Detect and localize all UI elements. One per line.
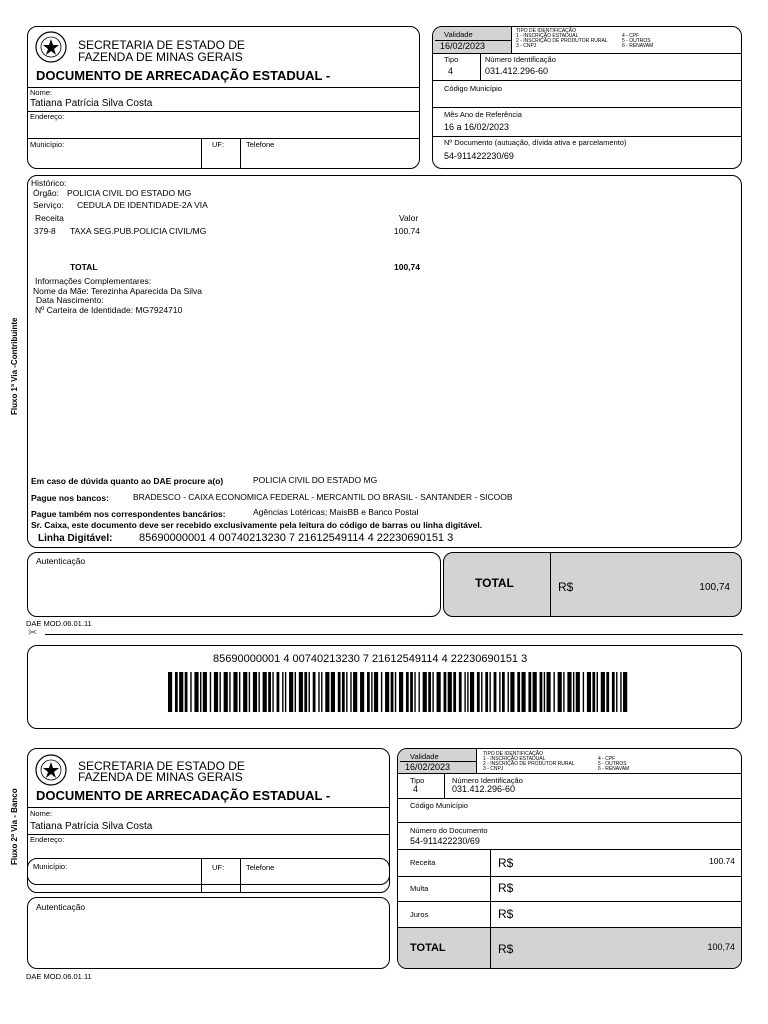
tipo-ident-title: TIPO DE IDENTIFICAÇÃO [516,28,577,34]
barcode-bar [528,672,531,712]
uf-label-2: UF: [212,863,225,872]
barcode-bar [448,672,452,712]
barcode-bar [304,672,307,712]
barcode-bar [325,672,329,712]
barcode-bar [338,672,341,712]
barcode-bar [464,672,465,712]
barcode-bar [592,672,595,712]
barcode-bar [499,672,500,712]
barcode-bar [175,672,178,712]
via2-label: Fluxo 2ª Via - Banco [10,788,19,865]
nome-value: Tatiana Patrícia Silva Costa [30,98,153,109]
barcode-bar [381,672,382,712]
barcode-bar [494,672,497,712]
receita-valor-2: 100.74 [709,856,735,866]
autenticacao-label: Autenticação [36,556,86,566]
barcode-bar [272,672,273,712]
total-label-2: TOTAL [410,942,446,954]
barcode-bar [583,672,584,712]
barcode-bar [295,672,296,712]
barcode-bar [459,672,462,712]
barcode-bar [563,672,564,712]
telefone-label: Telefone [246,140,275,149]
n-documento-label: Nº Documento (autuação, dívida ativa e parcelamento) [444,138,627,147]
total-rs-label-2: R$ [498,942,514,956]
bancos-label: Pague nos bancos: [31,493,109,503]
state-seal-icon [35,754,67,786]
total-label: TOTAL [70,262,98,272]
footer-2: DAE MOD.06.01.11 [26,972,92,981]
total-rs-label: R$ [558,580,574,594]
validade-label: Validade [444,30,473,39]
servico-label: Serviço: [33,200,64,210]
doc-title-2: DOCUMENTO DE ARRECADAÇÃO ESTADUAL - [36,788,331,803]
tipo-ident-col1: 1 - INSCRIÇÃO ESTADUAL 2 - INSCRIÇÃO DE PRODUTOR RURAL 3 - CNPJ [516,33,608,49]
barcode-bar [485,672,488,712]
barcode-bar [410,672,413,712]
total-valor: 100,74 [394,262,420,272]
barcode-bar [258,672,259,712]
tipo-ident-col1-2: 1 - INSCRIÇÃO ESTADUAL 2 - INSCRIÇÃO DE PRODUTOR RURAL 3 - CNPJ [483,756,575,772]
barcode-bar [282,672,283,712]
codigo-municipio-label: Código Município [444,84,502,93]
barcode-bar [517,672,520,712]
barcode-bar [508,672,509,712]
barcode-bar [318,672,319,712]
barcode-bar [214,672,218,712]
autenticacao-label-2: Autenticação [36,902,86,912]
barcode-bar [285,672,286,712]
tipo-ident-col2-2: 4 - CPF 5 - OUTROS 6 - RENAVAM [598,756,630,772]
org-line1-2: SECRETARIA DE ESTADO DE [78,759,245,773]
barcode-bar [309,672,310,712]
barcode-bar [243,672,247,712]
barcode-bar [353,672,357,712]
caixa-notice: Sr. Caixa, este documento deve ser recebido exclusivamente pela leitura do código de barras ou linha digitável. [31,520,483,530]
barcode-bar [477,672,480,712]
barcode-bar [573,672,574,712]
barcode-bar [406,672,409,712]
via1-label: Fluxo 1ª Via -Contribuinte [10,317,19,415]
barcode-bar [168,672,172,712]
org-line2-2: FAZENDA DE MINAS GERAIS [78,770,243,784]
juros-rs: R$ [498,907,514,921]
barcode-bar [190,672,191,712]
barcode-bar [321,672,322,712]
tipo-value: 4 [448,66,454,76]
endereco-label-2: Endereço: [30,835,65,844]
receita-header: Receita [35,213,64,223]
numero-ident-label: Número Identificação [485,55,556,64]
barcode-bar [331,672,335,712]
telefone-label-2: Telefone [246,863,275,872]
barcode-bar [423,672,427,712]
uf-label: UF: [212,140,225,149]
tipo-label-2: Tipo [410,776,425,785]
total-rs-value: 100,74 [699,582,730,593]
corresp-label: Pague também nos correspondentes bancários: [31,509,226,519]
barcode-bar [510,672,514,712]
barcode-bar [502,672,505,712]
tipo-ident-title-2: TIPO DE IDENTIFICAÇÃO [483,751,544,757]
footer-1: DAE MOD.06.01.11 [26,619,92,628]
info-comp-label: Informações Complementares: [35,276,152,286]
autenticacao-box [27,552,441,617]
total-rs-value-2: 100,74 [707,942,735,952]
municipio-box-2 [27,858,390,893]
barcode-bar [277,672,280,712]
info-line-1: Nome da Mãe: Terezinha Aparecida Da Silva [33,286,202,296]
barcode-bar [395,672,396,712]
barcode-bar [623,672,627,712]
numero-ident-label-2: Número Identificação [452,776,523,785]
barcode-bar [263,672,267,712]
barcode-bar [567,672,571,712]
receita-label-2: Receita [410,858,436,867]
barcode-image [168,672,630,712]
barcode-bar [385,672,389,712]
barcode-bar [219,672,220,712]
barcode-bar [203,672,207,712]
nome-label: Nome: [30,88,53,97]
historico-label: Histórico: [31,178,67,188]
orgao-value: POLICIA CIVIL DO ESTADO MG [67,188,192,198]
municipio-label: Município: [30,140,65,149]
codigo-municipio-label-2: Código Município [410,801,468,810]
barcode-bar [414,672,415,712]
barcode-bar [547,672,551,712]
mes-ref-value: 16 a 16/02/2023 [444,122,510,132]
barcode-bar [367,672,370,712]
barcode-bar [612,672,615,712]
receita-rs-2: R$ [498,856,514,870]
barcode-bar [558,672,562,712]
barcode-bar [313,672,316,712]
receita-valor: 100.74 [394,226,420,236]
barcode-bar [453,672,456,712]
juros-label: Juros [410,910,429,919]
barcode-bar [576,672,580,712]
barcode-bar [553,672,554,712]
duvida-value: POLICIA CIVIL DO ESTADO MG [253,475,378,485]
barcode-bar [289,672,293,712]
barcode-bar [268,672,271,712]
barcode-bar [432,672,433,712]
barcode-bar [418,672,419,712]
receita-desc: TAXA SEG.PUB.POLICIA CIVIL/MG [70,226,207,236]
barcode-bar [467,672,468,712]
barcode-bar [342,672,345,712]
barcode-bar [399,672,403,712]
barcode-bar [350,672,351,712]
barcode-bar [481,672,482,712]
linha-value: 85690000001 4 00740213230 7 21612549114 4 22230690151 3 [139,532,454,544]
bancos-value: BRADESCO - CAIXA ECONOMICA FEDERAL - MERCANTIL DO BRASIL - SANTANDER - SICOOB [133,492,513,502]
barcode-bar [521,672,525,712]
barcode-bar [374,672,378,712]
barcode-bar [601,672,605,712]
n-documento-value: 54-911422230/69 [444,151,514,161]
barcode-bar [597,672,598,712]
barcode-bar [533,672,537,712]
barcode-bar [249,672,250,712]
barcode-bar [437,672,441,712]
barcode-bar [616,672,617,712]
barcode-bar [470,672,474,712]
barcode-bar [200,672,201,712]
multa-label: Multa [410,884,429,893]
info-line-3: Nº Carteira de Identidade: MG7924710 [35,305,183,315]
barcode-bar [544,672,545,712]
barcode-bar [233,672,237,712]
nome-value-2: Tatiana Patrícia Silva Costa [30,821,153,832]
tipo-label: Tipo [444,55,459,64]
barcode-bar [540,672,543,712]
mes-ref-label: Mês Ano de Referência [444,110,522,119]
org-line1: SECRETARIA DE ESTADO DE [78,38,245,52]
barcode-bar [194,672,198,712]
total-box-label: TOTAL [475,576,514,590]
nome-label-2: Nome: [30,809,53,818]
linha-label: Linha Digitável: [38,533,113,544]
multa-rs: R$ [498,881,514,895]
numero-ident-value: 031.412.296-60 [485,66,549,76]
municipio-label-2: Município: [33,862,68,871]
state-seal-icon [35,31,67,63]
validade-value: 16/02/2023 [440,41,486,51]
barcode-bar [210,672,211,712]
orgao-label: Órgão: [33,188,59,198]
barcode-bar [360,672,364,712]
barcode-bar [224,672,228,712]
barcode-bar [620,672,621,712]
corresp-value: Agências Lotéricas; MaisBB e Banco Postal [253,507,419,517]
barcode-bar [587,672,591,712]
barcode-bar [371,672,372,712]
info-line-2: Data Nascimento: [36,295,104,305]
receita-code: 379-8 [34,226,56,236]
validade-value-2: 16/02/2023 [405,762,451,772]
tipo-value-2: 4 [413,784,419,794]
n-documento-value-2: 54-911422230/69 [410,836,480,846]
endereco-label: Endereço: [30,112,65,121]
duvida-label: Em caso de dúvida quanto ao DAE procure a(o) [31,476,224,486]
barcode-bar [346,672,347,712]
barcode-bar [229,672,230,712]
barcode-bar [299,672,303,712]
numero-documento-label-2: Número do Documento [410,826,488,835]
barcode-bar [253,672,257,712]
doc-title: DOCUMENTO DE ARRECADAÇÃO ESTADUAL - [36,68,331,83]
scissors-icon: ✂ [28,627,38,639]
valor-header: Valor [399,213,419,223]
validade-label-2: Validade [410,752,439,761]
servico-value: CEDULA DE IDENTIDADE-2A VIA [77,200,208,210]
numero-ident-value-2: 031.412.296-60 [452,784,516,794]
barcode-bar [489,672,490,712]
barcode-bar [391,672,394,712]
tipo-ident-col2: 4 - CPF 5 - OUTROS 6 - RENAVAM [622,33,654,49]
barcode-bar [606,672,609,712]
barcode-number: 85690000001 4 00740213230 7 21612549114 4 22230690151 3 [213,653,528,665]
org-line2: FAZENDA DE MINAS GERAIS [78,50,243,64]
barcode-bar [179,672,183,712]
barcode-bar [239,672,240,712]
barcode-bar [428,672,431,712]
barcode-bar [444,672,447,712]
barcode-bar [185,672,188,712]
